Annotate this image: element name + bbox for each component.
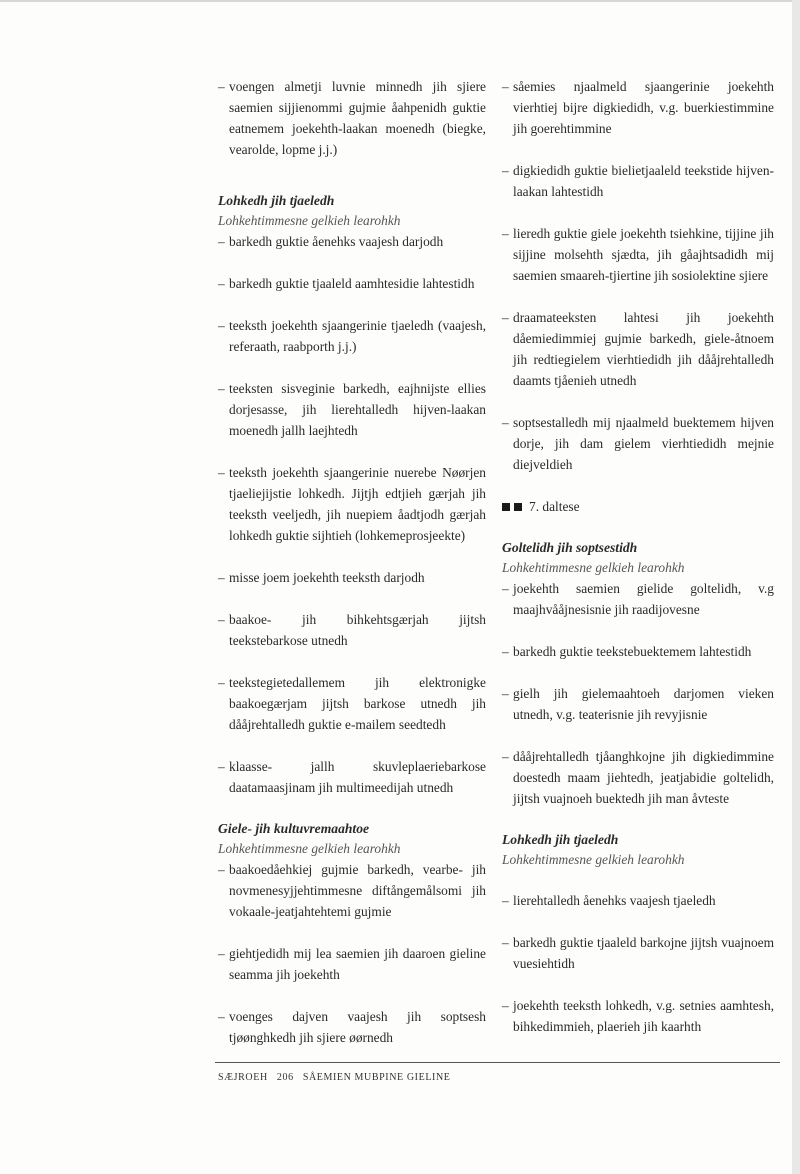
list-item: – baakoedåehkiej gujmie barkedh, vearbe- jih novmenesyjjehtimmesne diftångemålsomi jih vokaale-jeatjahtehtemi gujmie bbox=[218, 862, 486, 919]
list-item-text: voenges dajven vaajesh jih soptsesh tjøønghkedh jih sjiere øørnedh bbox=[229, 1009, 486, 1045]
list-item-text: misse joem joekehth teeksth darjodh bbox=[229, 570, 425, 585]
left-column bbox=[218, 76, 486, 1048]
list-item: – klaasse- jallh skuvleplaeriebarkose daatamaasjinam jih multimeedijah utnedh bbox=[218, 759, 486, 795]
section-subheading: Lohkehtimmesne gelkieh learohkh bbox=[218, 841, 401, 856]
list-item-text: barkedh guktie åenehks vaajesh darjodh bbox=[229, 234, 444, 249]
list-item: – dååjrehtalledh tjåanghkojne jih digkiedimmine doestedh maam jiehtedh, jeatjabidie goltelidh, jijtsh vuajnoeh buektedh jih man åvteste bbox=[502, 749, 774, 806]
section-heading: Lohkedh jih tjaeledh bbox=[502, 832, 619, 847]
section-subheading: Lohkehtimmesne gelkieh learohkh bbox=[218, 213, 401, 228]
list-item: – teekstegietedallemem jih elektronigke baakoegærjam jijtsh barkose utnedh jih dååjrehtalledh guktie e-mailem seedtedh bbox=[218, 675, 486, 732]
list-item: – soptsestalledh mij njaalmeld buektemem hijven dorje, jih dam gielem vierhtiedidh mejnie diejveldieh bbox=[502, 415, 774, 472]
list-item: – såemies njaalmeld sjaangerinie joekehth vierhtiej bijre digkiedidh, v.g. buerkiestimmine jih goerehtimmine bbox=[502, 79, 774, 136]
section-heading: Goltelidh jih soptsestidh bbox=[502, 540, 638, 555]
list-item: – barkedh guktie tjaaleld barkojne jijtsh vuajnoem vuesiehtidh bbox=[502, 935, 774, 971]
list-item: – teeksth joekehth sjaangerinie tjaeledh (vaajesh, referaath, raabporth j.j.) bbox=[218, 318, 486, 354]
list-item-text: baakoedåehkiej gujmie barkedh, vearbe- jih novmenesyjjehtimmesne diftångemålsomi jih vokaale-jeatjahtehtemi gujmie bbox=[229, 862, 486, 919]
list-item: – teeksten sisveginie barkedh, eajhnijste ellies dorjesasse, jih lierehtalledh hijven-laakan moenedh jallh laejhtedh bbox=[218, 381, 486, 438]
list-item-text: barkedh guktie teekstebuektemem lahtestidh bbox=[513, 644, 752, 659]
grade-level-label bbox=[502, 496, 774, 517]
running-title: SÅEMIEN MUBPINE GIELINE bbox=[302, 1072, 451, 1083]
page-number: 206 bbox=[276, 1072, 294, 1083]
list-item-text: giehtjedidh mij lea saemien jih daaroen gieline seamma jih joekehth bbox=[229, 946, 486, 982]
list-item: – barkedh guktie teekstebuektemem lahtestidh bbox=[502, 644, 752, 659]
list-item-text: klaasse- jallh skuvleplaeriebarkose daatamaasjinam jih multimeedijah utnedh bbox=[229, 759, 486, 795]
list-item-text: teeksth joekehth sjaangerinie tjaeledh (vaajesh, referaath, raabporth j.j.) bbox=[229, 318, 486, 354]
list-item: – gielh jih gielemaahtoeh darjomen vieken utnedh, v.g. teaterisnie jih revyjisnie bbox=[502, 686, 774, 722]
list-item-text: såemies njaalmeld sjaangerinie joekehth vierhtiej bijre digkiedidh, v.g. buerkiestimmine jih goerehtimmine bbox=[513, 79, 774, 136]
square-bullet-icon bbox=[502, 503, 510, 511]
list-item-text: teeksth joekehth sjaangerinie nuerebe Nøørjen tjaeliejijstie lohkedh. Jijtjh edtjieh gærjah jih teeksth veeljedh, jih nuepiem åadtjodh gærjah lohkedh guktie sijhtieh (lohkemeprosjeekte) bbox=[229, 465, 486, 543]
list-item: – digkiedidh guktie bielietjaaleld teekstide hijven-laakan lahtestidh bbox=[502, 163, 774, 199]
list-item: – draamateeksten lahtesi jih joekehth dåemiedimmiej gujmie barkedh, giele-åtnoem jih redtiegielem vierhtiedidh jih dååjrehtalledh daamts tjåenieh utnedh bbox=[502, 310, 774, 388]
section-subheading: Lohkehtimmesne gelkieh learohkh bbox=[502, 560, 685, 575]
list-item: – teeksth joekehth sjaangerinie nuerebe Nøørjen tjaeliejijstie lohkedh. Jijtjh edtjieh gærjah jih teeksth veeljedh, jih nuepiem åadtjodh gærjah lohkedh guktie sijhtieh (lohkemeprosjeekte) bbox=[218, 465, 486, 543]
list-item: – joekehth saemien gielide goltelidh, v.g maajhvååjnesisnie jih raadijovesne bbox=[502, 581, 774, 617]
list-item-text: joekehth saemien gielide goltelidh, v.g maajhvååjnesisnie jih raadijovesne bbox=[513, 581, 774, 617]
list-item-text: teeksten sisveginie barkedh, eajhnijste ellies dorjesasse, jih lierehtalledh hijven-laakan moenedh jallh laejhtedh bbox=[229, 381, 486, 438]
list-item-text: dååjrehtalledh tjåanghkojne jih digkiedimmine doestedh maam jiehtedh, jeatjabidie goltelidh, jijtsh vuajnoeh buektedh jih man åvteste bbox=[513, 749, 774, 806]
list-item-text: teekstegietedallemem jih elektronigke baakoegærjam jijtsh barkose utnedh jih dååjrehtalledh guktie e-mailem seedtedh bbox=[229, 675, 486, 732]
list-item: – giehtjedidh mij lea saemien jih daaroen gieline seamma jih joekehth bbox=[218, 946, 486, 982]
section-heading: Giele- jih kultuvremaahtoe bbox=[218, 821, 370, 836]
top-border bbox=[0, 0, 800, 2]
journal-name: SÆJROEH bbox=[218, 1072, 268, 1083]
list-item-text: lierehtalledh åenehks vaajesh tjaeledh bbox=[513, 893, 716, 908]
list-item-text: barkedh guktie tjaaleld barkojne jijtsh vuajnoem vuesiehtidh bbox=[513, 935, 774, 971]
square-bullet-icon bbox=[514, 503, 522, 511]
list-item: – voengen almetji luvnie minnedh jih sjiere saemien sijjienommi gujmie åahpenidh guktie eatnemem joekehth-laakan moenedh (biegke, vearolde, lopme j.j.) bbox=[218, 79, 486, 157]
list-item-text: soptsestalledh mij njaalmeld buektemem hijven dorje, jih dam gielem vierhtiedidh mejnie diejveldieh bbox=[513, 415, 774, 472]
list-item-text: baakoe- jih bihkehtsgærjah jijtsh teekstebarkose utnedh bbox=[229, 612, 486, 648]
list-item-text: voengen almetji luvnie minnedh jih sjiere saemien sijjienommi gujmie åahpenidh guktie eatnemem joekehth-laakan moenedh (biegke, vearolde, lopme j.j.) bbox=[229, 79, 486, 157]
list-item-text: barkedh guktie tjaaleld aamhtesidie lahtestidh bbox=[229, 276, 475, 291]
list-item: – barkedh guktie åenehks vaajesh darjodh bbox=[218, 234, 444, 249]
list-item: – voenges dajven vaajesh jih soptsesh tjøønghkedh jih sjiere øørnedh bbox=[218, 1009, 486, 1045]
list-item-text: draamateeksten lahtesi jih joekehth dåemiedimmiej gujmie barkedh, giele-åtnoem jih redtiegielem vierhtiedidh jih dååjrehtalledh daamts tjåenieh utnedh bbox=[513, 310, 774, 388]
list-item: – baakoe- jih bihkehtsgærjah jijtsh teekstebarkose utnedh bbox=[218, 612, 486, 648]
list-item: – lieredh guktie giele joekehth tsiehkine, tijjine jih sijjine molsehth sjædta, jih gåajhtsadidh mij saemien smaareh-tjiertine jih sosiolektine sjiere bbox=[502, 226, 774, 283]
list-item-text: joekehth teeksth lohkedh, v.g. setnies aamhtesh, bihkedimmieh, plaerieh jih kaarhth bbox=[513, 998, 774, 1034]
section-heading: Lohkedh jih tjaeledh bbox=[218, 193, 335, 208]
section-subheading: Lohkehtimmesne gelkieh learohkh bbox=[502, 852, 685, 867]
right-column bbox=[502, 76, 774, 1037]
page-edge bbox=[792, 0, 800, 1174]
list-item: – lierehtalledh åenehks vaajesh tjaeledh bbox=[502, 893, 716, 908]
list-item-text: lieredh guktie giele joekehth tsiehkine, tijjine jih sijjine molsehth sjædta, jih gåajhtsadidh mij saemien smaareh-tjiertine jih sosiolektine sjiere bbox=[513, 226, 774, 283]
list-item: – misse joem joekehth teeksth darjodh bbox=[218, 570, 425, 585]
footer-rule bbox=[215, 1062, 780, 1063]
page-footer bbox=[218, 1072, 457, 1083]
grade-level-text: 7. daltese bbox=[529, 499, 580, 514]
list-item-text: gielh jih gielemaahtoeh darjomen vieken utnedh, v.g. teaterisnie jih revyjisnie bbox=[513, 686, 774, 722]
list-item: – joekehth teeksth lohkedh, v.g. setnies aamhtesh, bihkedimmieh, plaerieh jih kaarhth bbox=[502, 998, 774, 1034]
list-item: – barkedh guktie tjaaleld aamhtesidie lahtestidh bbox=[218, 276, 475, 291]
list-item-text: digkiedidh guktie bielietjaaleld teekstide hijven-laakan lahtestidh bbox=[513, 163, 774, 199]
